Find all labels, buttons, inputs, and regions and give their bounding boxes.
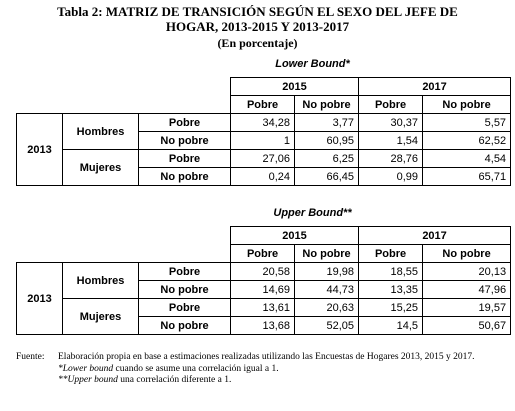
cell-value: 14,69	[231, 281, 295, 299]
cell-value: 60,95	[295, 132, 359, 150]
cell-value: 6,25	[295, 150, 359, 168]
row-label: Pobre	[139, 114, 231, 132]
cell-value: 13,68	[231, 317, 295, 335]
cell-value: 1	[231, 132, 295, 150]
lower-year-2017: 2017	[359, 78, 511, 96]
cell-value: 34,28	[231, 114, 295, 132]
cell-value: 4,54	[423, 150, 511, 168]
lower-bound-table	[16, 77, 511, 186]
row-label: No pobre	[139, 281, 231, 299]
lower-bound-label: Lower Bound*	[275, 58, 350, 70]
lower-col-header: No pobre	[423, 96, 511, 114]
cell-value: 52,05	[295, 317, 359, 335]
table-row	[17, 150, 511, 168]
table-notes	[16, 352, 506, 387]
cell-value: 15,25	[359, 299, 423, 317]
cell-value: 20,58	[231, 263, 295, 281]
notes-upper-text: una correlación diferente a 1.	[117, 375, 232, 385]
lower-group-hombres: Hombres	[63, 114, 139, 150]
upper-bound-label: Upper Bound**	[273, 207, 352, 219]
lower-col-header: No pobre	[295, 96, 359, 114]
upper-base-year: 2013	[17, 263, 63, 335]
cell-value: 19,98	[295, 263, 359, 281]
lower-group-mujeres: Mujeres	[63, 150, 139, 186]
upper-year-2015: 2015	[231, 227, 359, 245]
lower-base-year: 2013	[17, 114, 63, 186]
notes-upper-term: **Upper bound	[58, 375, 118, 385]
row-label: No pobre	[139, 317, 231, 335]
cell-value: 14,5	[359, 317, 423, 335]
upper-group-mujeres: Mujeres	[63, 299, 139, 335]
cell-value: 66,45	[295, 168, 359, 186]
row-label: Pobre	[139, 150, 231, 168]
table-row	[17, 263, 511, 281]
cell-value: 20,13	[423, 263, 511, 281]
lower-col-header: Pobre	[359, 96, 423, 114]
cell-value: 3,77	[295, 114, 359, 132]
cell-value: 44,73	[295, 281, 359, 299]
upper-col-header: No pobre	[295, 245, 359, 263]
notes-lower-term: *Lower bound	[58, 363, 114, 374]
table-row	[17, 114, 511, 132]
row-label: No pobre	[139, 168, 231, 186]
table-row	[17, 299, 511, 317]
table-title-line-2: HOGAR, 2013-2015 Y 2013-2017	[165, 19, 350, 34]
notes-upper-bound	[58, 375, 506, 387]
cell-value: 13,61	[231, 299, 295, 317]
cell-value: 27,06	[231, 150, 295, 168]
notes-source-label: Fuente:	[16, 352, 45, 362]
cell-value: 0,24	[231, 168, 295, 186]
cell-value: 50,67	[423, 317, 511, 335]
cell-value: 1,54	[359, 132, 423, 150]
cell-value: 28,76	[359, 150, 423, 168]
upper-bound-table	[16, 226, 511, 335]
cell-value: 0,99	[359, 168, 423, 186]
upper-group-hombres: Hombres	[63, 263, 139, 299]
upper-col-header: Pobre	[231, 245, 295, 263]
table-subtitle: (En porcentaje)	[217, 36, 298, 50]
notes-lower-text: cuando se asume una correlación igual a 1.	[113, 363, 279, 374]
notes-source-text: Elaboración propia en base a estimaciones realizadas utilizando las Encuestas de Hogares 2013, 2015 y 2017.	[58, 352, 475, 362]
upper-col-header: Pobre	[359, 245, 423, 263]
notes-lower-bound	[58, 364, 506, 376]
cell-value: 65,71	[423, 168, 511, 186]
lower-year-2015: 2015	[231, 78, 359, 96]
cell-value: 47,96	[423, 281, 511, 299]
table-title-line-1: Tabla 2: MATRIZ DE TRANSICIÓN SEGÚN EL SEXO DEL JEFE DE	[57, 4, 458, 19]
upper-col-header: No pobre	[423, 245, 511, 263]
cell-value: 5,57	[423, 114, 511, 132]
cell-value: 62,52	[423, 132, 511, 150]
upper-year-2017: 2017	[359, 227, 511, 245]
row-label: No pobre	[139, 132, 231, 150]
row-label: Pobre	[139, 299, 231, 317]
cell-value: 30,37	[359, 114, 423, 132]
lower-col-header: Pobre	[231, 96, 295, 114]
cell-value: 18,55	[359, 263, 423, 281]
cell-value: 13,35	[359, 281, 423, 299]
cell-value: 19,57	[423, 299, 511, 317]
cell-value: 20,63	[295, 299, 359, 317]
row-label: Pobre	[139, 263, 231, 281]
